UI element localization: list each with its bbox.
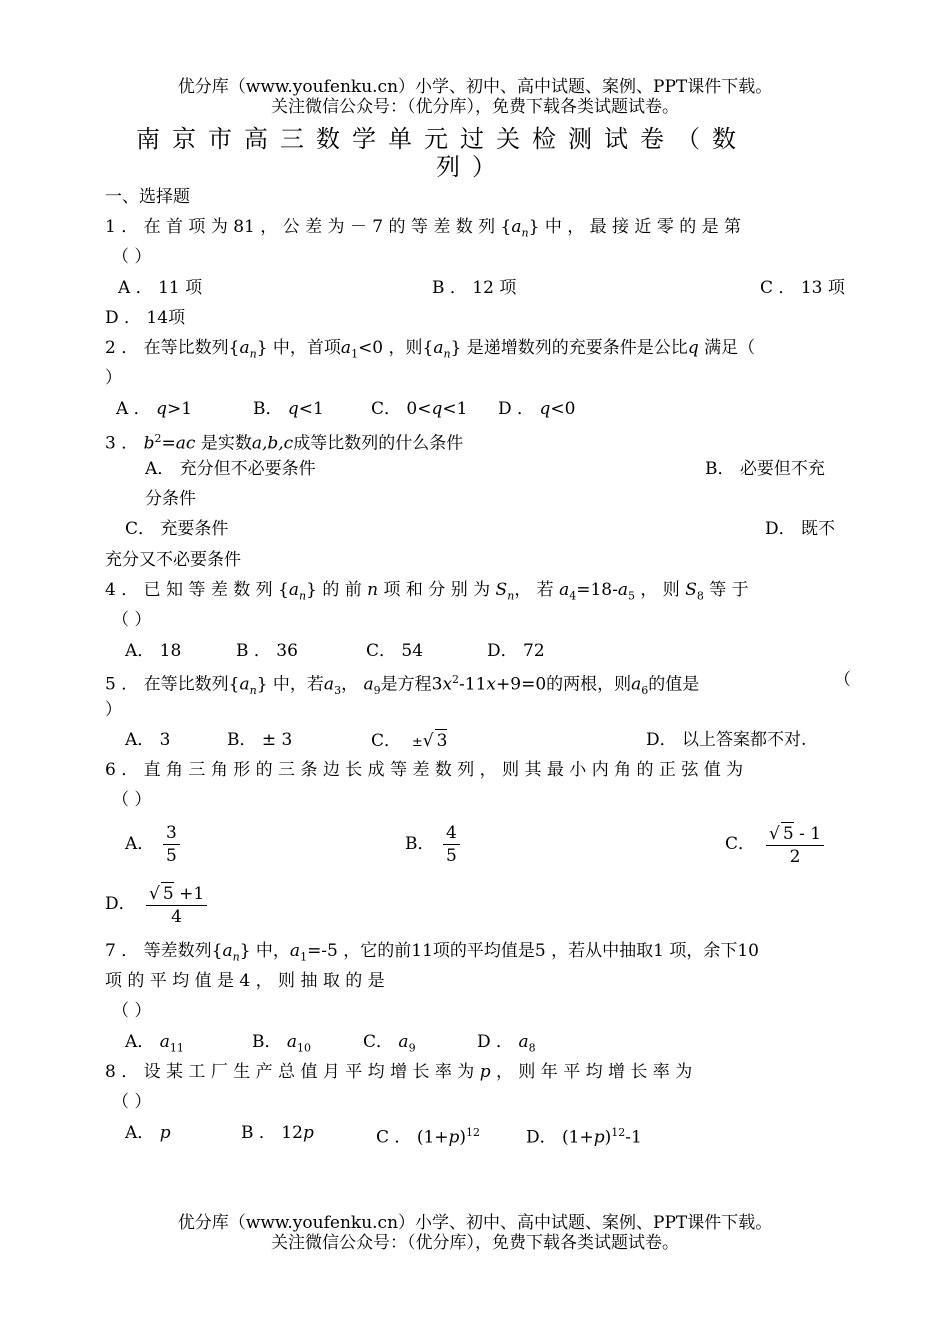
question-7-option-a: A． $a_{11}$ (125, 1032, 184, 1055)
question-6-paren: （ ） (112, 790, 152, 810)
question-6-option-d: $\frac{√ 5 +1}{4}$ (146, 882, 207, 928)
question-6-stem: 6 ． 直 角 三 角 形 的 三 条 边 长 成 等 差 数 列 ， 则 其 最 小 内 角 的 正 弦 值 为 (105, 760, 744, 780)
question-5-option-c: C． ±√ 3 (371, 731, 448, 751)
question-6-option-c-label: C． (725, 834, 756, 854)
question-3-option-b-cont: 分条件 (145, 489, 196, 509)
question-1-option-a: A ． 11 项 (118, 278, 203, 298)
section-heading: 一、选择题 (105, 187, 190, 207)
question-8-option-a: A． p (125, 1123, 171, 1143)
footer-line-2: 关注微信公众号：（优分库），免费下载各类试题试卷。 (271, 1233, 679, 1253)
question-7-stem-line-2: 项 的 平 均 值 是 4 ， 则 抽 取 的 是 (105, 971, 385, 991)
question-4-stem: 4 ． 已 知 等 差 数 列 $\{a_n\}$ 的 前 n 项 和 分 别 为 $S_n$， 若 $a_4=18-a_5$ ， 则 $S_8$ 等 于 (105, 580, 749, 603)
question-5-option-d: D． 以上答案都不对. (646, 730, 807, 750)
question-4-option-b: B ． 36 (236, 641, 298, 661)
question-1-option-b: B ． 12 项 (432, 278, 517, 298)
question-7-option-b: B． $a_{10}$ (252, 1032, 312, 1055)
question-7-stem: 7 ． 等差数列$\{a_n\}$ 中，$a_1=-5$ ，它的前11项的平均值是5 ，若从中抽取1 项，余下10 (105, 941, 759, 964)
question-3-option-c: C． 充要条件 (125, 519, 229, 539)
question-1-option-d: D ． 14项 (105, 308, 186, 328)
question-4-option-c: C． 54 (366, 641, 424, 661)
question-1-paren: （ ） (112, 247, 152, 267)
question-4-paren: （ ） (112, 610, 152, 630)
question-6-option-a: $\frac{3}{5}$ (163, 822, 180, 867)
question-2-option-c: C． 0<q<1 (371, 399, 468, 419)
question-7-paren: （ ） (112, 1001, 152, 1021)
question-6-option-d-label: D． (105, 894, 136, 914)
question-4-option-a: A． 18 (125, 641, 182, 661)
question-3-option-b: B． 必要但不充 (705, 459, 825, 479)
question-7-option-d: D ． $a_8$ (477, 1032, 536, 1055)
question-3-option-a: A． 充分但不必要条件 (145, 459, 316, 479)
question-6-option-b: $\frac{4}{5}$ (443, 822, 460, 867)
page-title-line-1: 南京市高三数学单元过关检测试卷（数 (136, 125, 748, 153)
page-title-line-2: 列） (436, 153, 508, 181)
question-5-option-b: B． ± 3 (227, 730, 293, 750)
question-6-option-c: $\frac{√ 5 - 1}{2}$ (766, 822, 824, 868)
question-2-option-a: A ． q>1 (116, 399, 193, 419)
question-5-open-paren: （ (834, 670, 851, 690)
question-8-option-c: C ． $(1+p)^{12}$ (376, 1126, 481, 1148)
question-3-option-d: D． 既不 (765, 519, 836, 539)
question-7-option-c: C． $a_9$ (363, 1032, 416, 1055)
question-1-option-c: C ． 13 项 (760, 278, 845, 298)
question-8-stem: 8 ． 设 某 工 厂 生 产 总 值 月 平 均 增 长 率 为 p ， 则 年 平 均 增 长 率 为 (105, 1062, 693, 1082)
question-8-option-b: B ． 12p (241, 1123, 314, 1143)
question-6-option-b-label: B． (405, 834, 435, 854)
question-1-stem: 1 ． 在 首 项 为 81 ， 公 差 为 － 7 的 等 差 数 列 $\{a_n\}$ 中 ， 最 接 近 零 的 是 第 (105, 217, 742, 240)
question-5-stem: 5 ． 在等比数列$\{a_n\}$ 中，若$a_3$， $a_9$是方程$3x^2-11x+9=0$的两根，则$a_6$的值是 (105, 673, 700, 698)
question-2-stem: 2 ． 在等比数列$\{a_n\}$ 中，首项$a_1<0$ ，则$\{a_n\}$ 是递增数列的充要条件是公比q 满足（ (105, 338, 756, 361)
question-5-option-a: A． 3 (125, 730, 171, 750)
question-2-option-d: D ． q<0 (498, 399, 576, 419)
question-2-option-b: B． q<1 (253, 399, 324, 419)
question-8-option-d: D． $(1+p)^{12}-1$ (526, 1126, 642, 1148)
question-8-paren: （ ） (112, 1092, 152, 1112)
question-3-stem: 3 ． $b^2=ac$ 是实数a,b,c成等比数列的什么条件 (105, 432, 464, 454)
question-5-close-paren: ） (105, 700, 122, 720)
question-3-option-d-cont: 充分又不必要条件 (105, 550, 241, 570)
footer-line-1: 优分库（www.youfenku.cn）小学、初中、高中试题、案例、PPT课件下载。 (177, 1213, 773, 1233)
question-6-option-a-label: A． (125, 834, 155, 854)
header-line-2: 关注微信公众号：（优分库），免费下载各类试题试卷。 (271, 97, 679, 117)
question-2-close: ） (105, 368, 122, 388)
question-4-option-d: D． 72 (487, 641, 545, 661)
header-line-1: 优分库（www.youfenku.cn）小学、初中、高中试题、案例、PPT课件下载。 (177, 77, 773, 97)
